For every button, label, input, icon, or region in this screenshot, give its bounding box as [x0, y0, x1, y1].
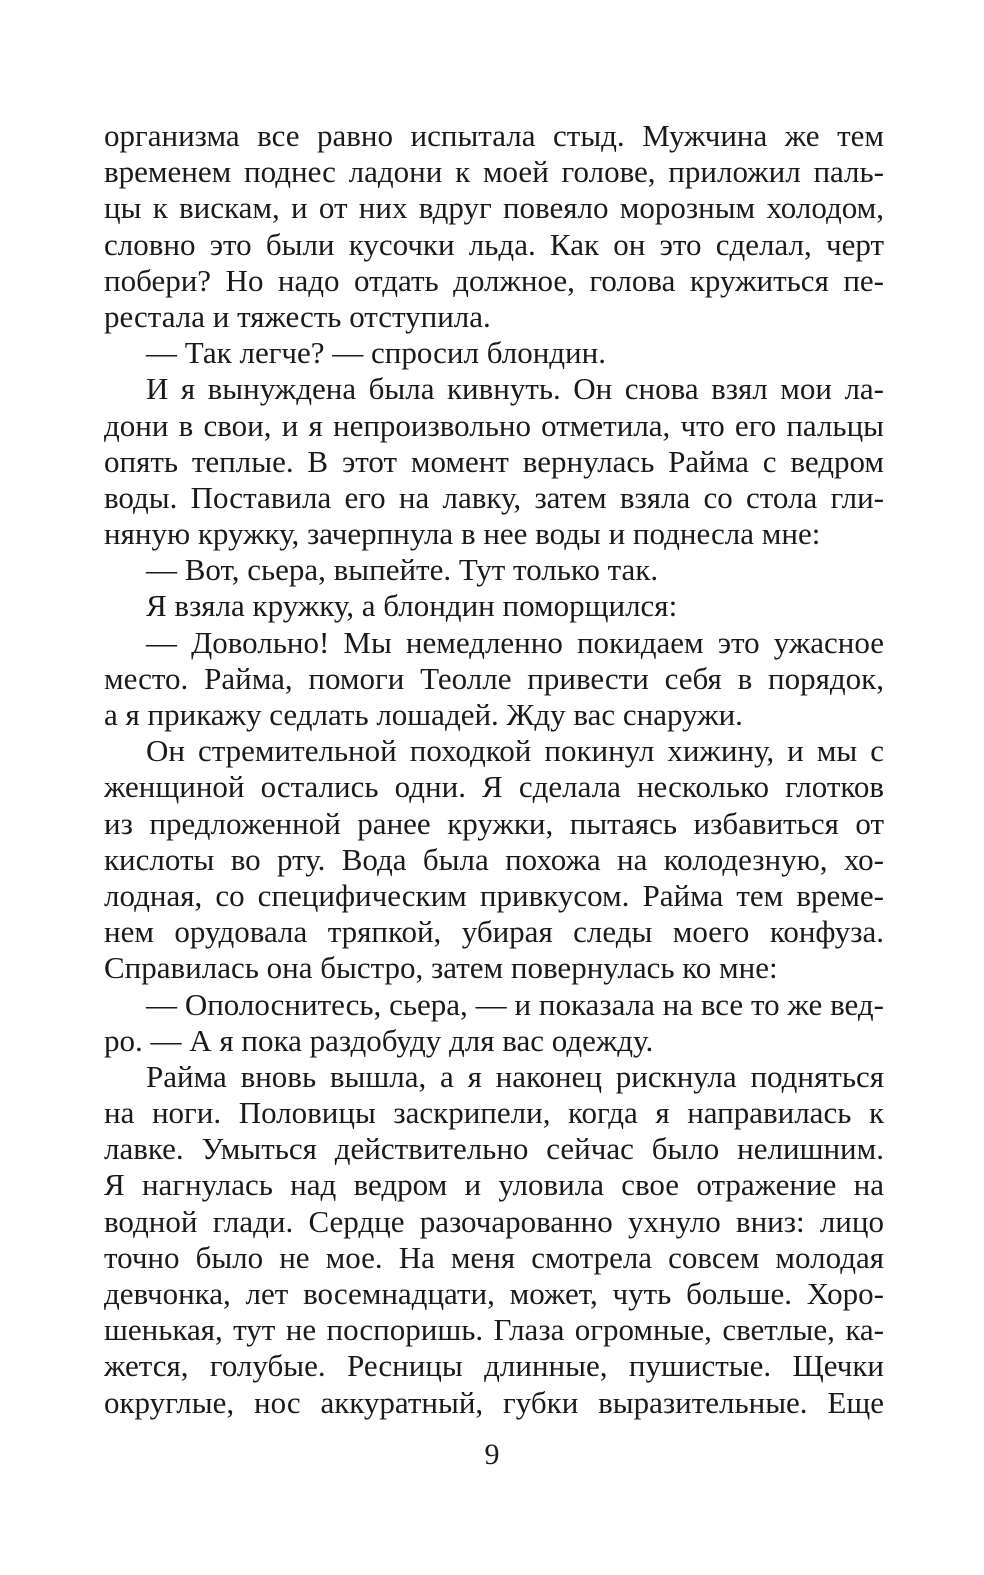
text-line: И я вынуждена была кивнуть. Он снова взял мои ла- — [146, 371, 884, 407]
text-line: — Так легче? — спросил блондин. — [146, 335, 606, 371]
text-line: округлые, нос аккуратный, губки выразительные. Еще — [104, 1384, 884, 1420]
text-line: опять теплые. В этот момент вернулась Райма с ведром — [104, 443, 884, 479]
text-line: словно это были кусочки льда. Как он это сделал, черт — [104, 226, 884, 262]
text-line: шенькая, тут не поспоришь. Глаза огромные, светлые, ка- — [104, 1312, 884, 1348]
text-line: временем поднес ладони к моей голове, приложил паль- — [104, 154, 884, 190]
text-line: из предложенной ранее кружки, пытаясь избавиться от — [104, 805, 884, 841]
text-line: Он стремительной походкой покинул хижину, и мы с — [146, 733, 884, 769]
text-line: дони в свои, и я непроизвольно отметила, что его пальцы — [104, 407, 884, 443]
text-line: няную кружку, зачерпнула в нее воды и поднесла мне: — [104, 516, 821, 552]
text-line: организма все равно испытала стыд. Мужчина же тем — [104, 118, 884, 153]
text-line: место. Райма, помоги Теолле привести себя в порядок, — [104, 660, 884, 696]
text-line: воды. Поставила его на лавку, затем взяла со стола гли- — [104, 479, 884, 515]
page-number: 9 — [484, 1438, 500, 1471]
text-line: рестала и тяжесть отступила. — [104, 298, 491, 334]
text-line: Я нагнулась над ведром и уловила свое отражение на — [104, 1167, 884, 1203]
text-line: нем орудовала тряпкой, убирая следы моего конфуза. — [104, 914, 884, 950]
text-line: жется, голубые. Ресницы длинные, пушистые. Щечки — [104, 1348, 884, 1384]
text-line: лодная, со специфическим привкусом. Райма тем време- — [104, 877, 884, 913]
text-line: побери? Но надо отдать должное, голова кружиться пе- — [104, 262, 884, 298]
text-line: девчонка, лет восемнадцати, может, чуть больше. Хоро- — [104, 1276, 884, 1311]
text-line: а я прикажу седлать лошадей. Жду вас снаружи. — [104, 697, 743, 732]
text-line: Я взяла кружку, а блондин поморщился: — [146, 588, 678, 624]
text-line: на ноги. Половицы заскрипели, когда я направилась к — [104, 1095, 884, 1131]
text-line: Справилась она быстро, затем повернулась ко мне: — [104, 950, 778, 986]
text-line: водной глади. Сердце разочарованно ухнуло вниз: лицо — [104, 1203, 884, 1239]
text-line: женщиной остались одни. Я сделала несколько глотков — [104, 769, 884, 805]
text-line: ро. — А я пока раздобуду для вас одежду. — [104, 1022, 654, 1058]
text-line: — Вот, сьера, выпейте. Тут только так. — [146, 552, 659, 588]
text-line: кислоты во рту. Вода была похожа на колодезную, хо- — [104, 841, 884, 877]
text-line: Райма вновь вышла, а я наконец рискнула подняться — [146, 1058, 884, 1094]
text-line: лавке. Умыться действительно сейчас было нелишним. — [104, 1131, 884, 1167]
text-line: — Довольно! Мы немедленно покидаем это ужасное — [146, 624, 884, 660]
text-line: цы к вискам, и от них вдруг повеяло морозным холодом, — [104, 190, 884, 226]
text-line: точно было не мое. На меня смотрела совсем молодая — [104, 1239, 884, 1275]
text-line: — Ополоснитесь, сьера, — и показала на все то же вед- — [146, 986, 884, 1022]
body-text — [104, 118, 884, 1421]
